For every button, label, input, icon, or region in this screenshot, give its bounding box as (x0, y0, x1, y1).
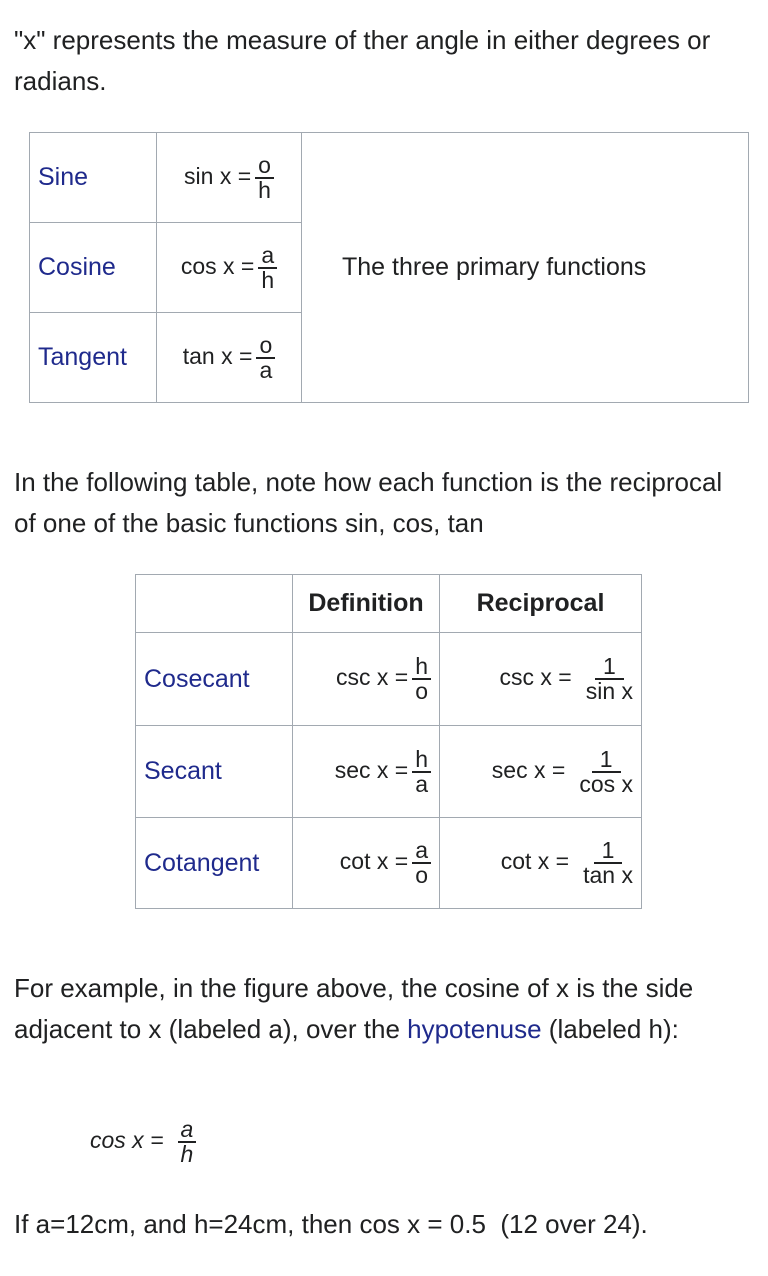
table-row (136, 818, 642, 909)
denominator: tan x (583, 862, 633, 888)
recip-lhs: sec x = (491, 756, 566, 783)
example-text-end: (labeled h): (541, 1014, 679, 1044)
recip-fraction (583, 839, 633, 887)
primary-note: The three primary functions (342, 253, 647, 281)
hypotenuse-link[interactable]: hypotenuse (407, 1014, 542, 1044)
denominator: o (415, 678, 428, 704)
table-row (136, 726, 642, 818)
numerator: 1 (592, 748, 621, 773)
sine-lhs: sin x = (184, 162, 252, 189)
def-fraction (412, 839, 431, 887)
recip-fraction (586, 655, 633, 703)
denominator: h (180, 1141, 194, 1167)
cotangent-link[interactable]: Cotangent (144, 848, 260, 877)
cosine-link[interactable]: Cosine (38, 253, 116, 281)
denominator: sin x (585, 678, 633, 704)
denominator: o (415, 862, 428, 888)
cosine-lhs: cos x = (180, 252, 255, 279)
secant-link[interactable]: Secant (144, 757, 222, 785)
def-lhs: csc x = (335, 664, 409, 691)
denominator: a (259, 356, 273, 383)
cosecant-link[interactable]: Cosecant (144, 664, 250, 693)
cos-formula (90, 1118, 196, 1166)
numerator: o (256, 334, 275, 359)
intro-text: "x" represents the measure of ther angle in either degrees or radians. (14, 25, 711, 96)
sine-link[interactable]: Sine (38, 163, 89, 191)
sine-fraction (255, 151, 274, 203)
reciprocal-table (135, 574, 642, 909)
numerator: a (412, 839, 431, 864)
recip-lhs: csc x = (499, 664, 572, 691)
def-lhs: sec x = (334, 756, 409, 783)
def-fraction (412, 745, 431, 797)
tangent-link[interactable]: Tangent (38, 343, 127, 371)
example-text: For example, in the figure above, the cosine of x is the side adjacent to x (labeled a), over the (14, 973, 694, 1044)
example-paragraph (14, 968, 738, 1050)
primary-functions-table (29, 132, 749, 403)
tangent-fraction (256, 331, 275, 383)
numerator: a (258, 244, 277, 269)
formula-lhs: cos x = (90, 1127, 164, 1154)
recip-fraction (579, 745, 633, 797)
header-definition: Definition (293, 575, 440, 633)
recip-lhs: cot x = (500, 848, 570, 875)
table-row (136, 633, 642, 726)
numerator: o (255, 154, 274, 179)
numerator: 1 (594, 839, 623, 864)
reciprocal-paragraph: In the following table, note how each function is the reciprocal of one of the basic functions sin, cos, tan (14, 467, 723, 538)
numerator: a (178, 1118, 197, 1143)
result-paragraph: If a=12cm, and h=24cm, then cos x = 0.5 (12 over 24). (14, 1209, 648, 1239)
denominator: h (261, 266, 275, 293)
header-blank (136, 575, 293, 633)
def-fraction (412, 655, 431, 703)
denominator: a (415, 770, 428, 797)
denominator: h (258, 176, 271, 203)
def-lhs: cot x = (339, 848, 409, 875)
header-reciprocal: Reciprocal (440, 575, 642, 633)
numerator: h (412, 748, 431, 773)
denominator: cos x (579, 770, 633, 797)
numerator: h (412, 655, 431, 680)
cosine-fraction (258, 241, 277, 293)
tangent-lhs: tan x = (182, 342, 253, 369)
numerator: 1 (595, 655, 624, 680)
